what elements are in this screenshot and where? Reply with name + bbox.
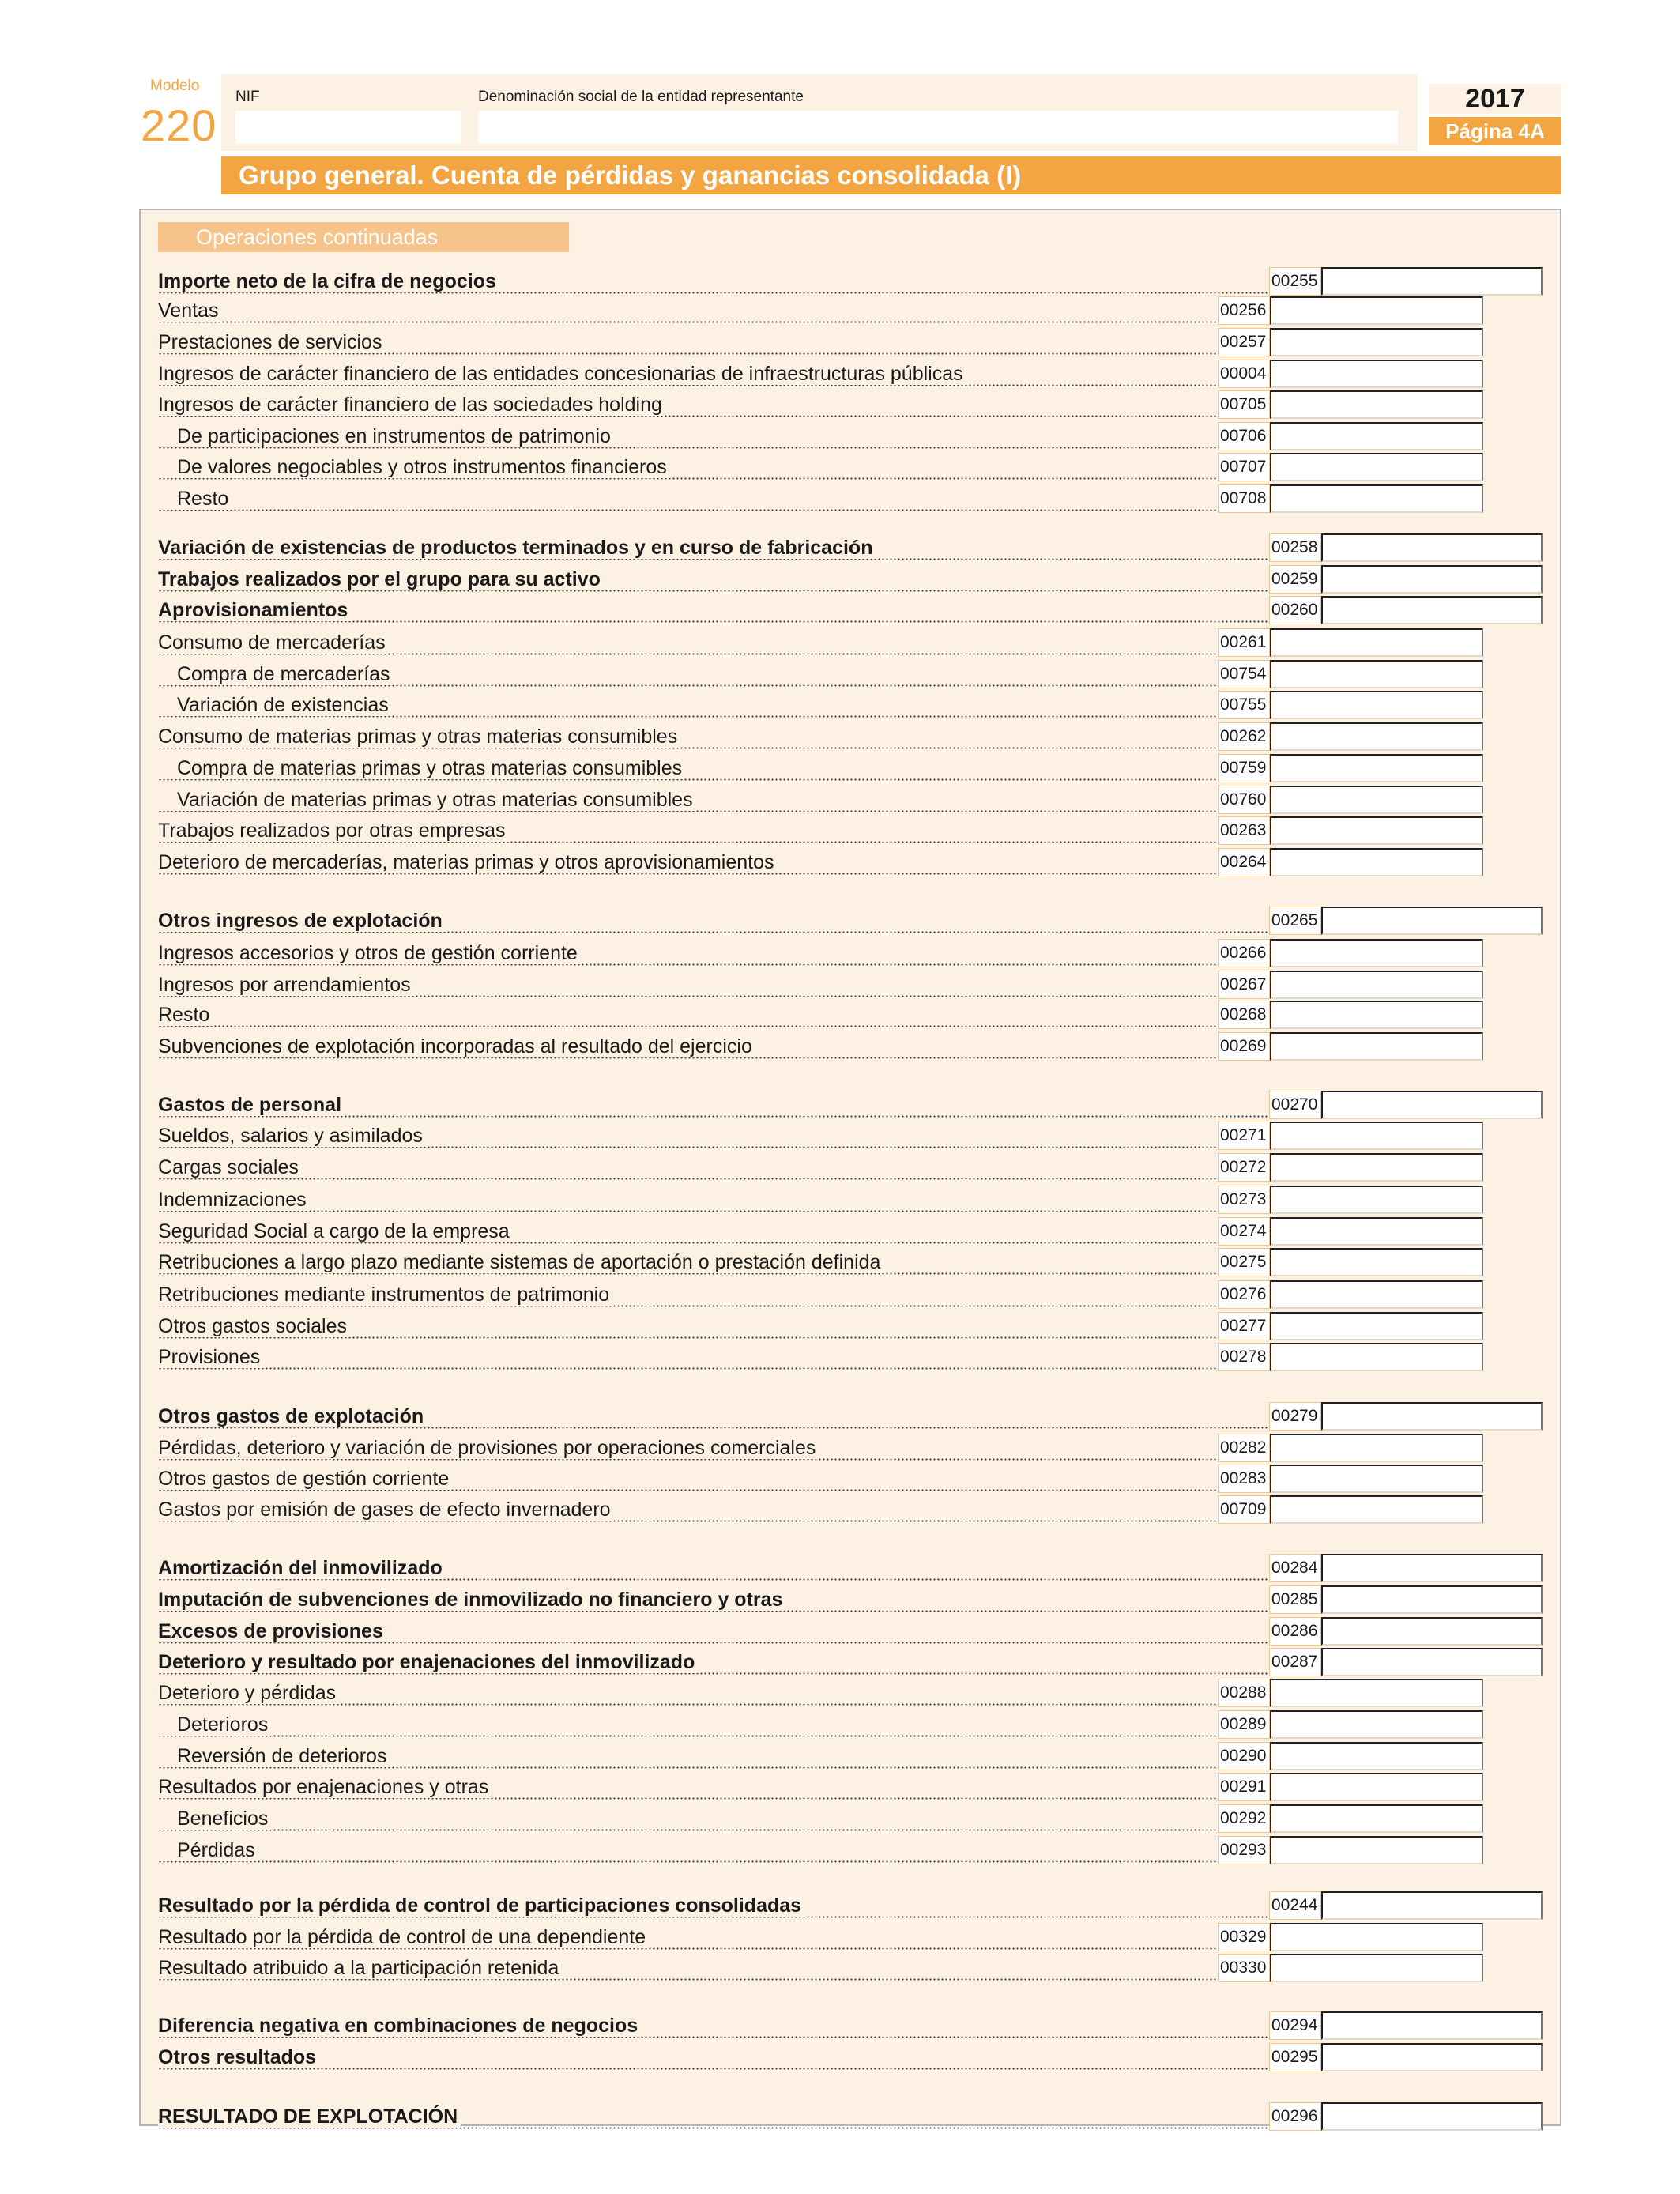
row-label-text: Otros ingresos de explotación [158,910,446,932]
amount-input[interactable] [1270,360,1483,388]
row-label [158,596,1268,624]
row-label [158,1217,1217,1246]
row-label [158,971,1217,999]
row-label-text: Otros resultados [158,2046,319,2068]
row-label-text: Deterioro de mercaderías, materias primas y otros aprovisionamientos [158,851,777,873]
amount-input[interactable] [1270,786,1483,814]
amount-input[interactable] [1270,939,1483,967]
amount-input[interactable] [1270,1280,1483,1309]
row-label [158,484,1217,513]
row-label [158,533,1268,562]
row-label-text: Reversión de deterioros [158,1745,390,1767]
row-label-text: Resto [158,1004,213,1026]
row-label [158,1312,1217,1340]
amount-input[interactable] [1270,1465,1483,1493]
row-code: 00754 [1218,660,1270,688]
row-code: 00288 [1218,1679,1270,1707]
amount-input[interactable] [1321,1617,1543,1646]
amount-input[interactable] [1270,1122,1483,1150]
amount-input[interactable] [1321,596,1543,624]
row-label [158,1617,1268,1646]
row-label-text: De valores negociables y otros instrumentos financieros [158,456,670,478]
row-code: 00289 [1218,1710,1270,1739]
amount-input[interactable] [1321,2102,1543,2131]
amount-input[interactable] [1270,848,1483,876]
row-code: 00276 [1218,1280,1270,1309]
row-code: 00272 [1218,1153,1270,1182]
row-label [158,1836,1217,1864]
amount-input[interactable] [1270,1248,1483,1276]
row-label-text: Beneficios [158,1808,271,1830]
row-code: 00293 [1218,1836,1270,1864]
amount-input[interactable] [1321,1648,1543,1676]
page-label: Página 4A [1429,117,1561,145]
row-label [158,390,1217,419]
row-code: 00268 [1218,1001,1270,1029]
row-code: 00258 [1269,533,1321,562]
row-label [158,1710,1217,1739]
row-label [158,754,1217,782]
row-label [158,722,1217,751]
amount-input[interactable] [1270,1742,1483,1770]
amount-input[interactable] [1270,484,1483,513]
row-label [158,848,1217,876]
row-label-text: Deterioros [158,1713,271,1736]
amount-input[interactable] [1270,1923,1483,1951]
row-code: 00285 [1269,1585,1321,1614]
row-label-text: Gastos por emisión de gases de efecto invernadero [158,1498,614,1521]
row-label [158,1248,1217,1276]
amount-input[interactable] [1270,628,1483,657]
amount-input[interactable] [1270,422,1483,450]
row-label [158,1122,1217,1150]
amount-input[interactable] [1270,1001,1483,1029]
row-label [158,328,1217,356]
amount-input[interactable] [1270,1186,1483,1214]
row-label-text: Otros gastos de gestión corriente [158,1468,452,1490]
amount-input[interactable] [1321,533,1543,562]
row-code: 00759 [1218,754,1270,782]
row-label [158,1186,1217,1214]
row-label-text: Resultado atribuido a la participación retenida [158,1957,562,1979]
amount-input[interactable] [1270,1773,1483,1801]
row-code: 00262 [1218,722,1270,751]
amount-input[interactable] [1321,565,1543,594]
row-label [158,2043,1268,2071]
row-label-text: Otros gastos de explotación [158,1405,427,1427]
row-code: 00278 [1218,1343,1270,1371]
row-code: 00273 [1218,1186,1270,1214]
row-code: 00279 [1269,1402,1321,1431]
row-code: 00291 [1218,1773,1270,1801]
row-label [158,1891,1268,1920]
nif-label: NIF [235,89,260,105]
row-label [158,1804,1217,1833]
modelo-number: 220 [141,100,217,150]
row-label-text: Variación de existencias de productos terminados y en curso de fabricación [158,537,876,559]
row-code: 00287 [1269,1648,1321,1676]
row-label [158,422,1217,450]
row-code: 00270 [1269,1091,1321,1119]
row-label [158,2011,1268,2040]
row-label [158,267,1268,296]
row-code: 00263 [1218,816,1270,845]
row-code: 00330 [1218,1954,1270,1982]
row-code: 00296 [1269,2102,1321,2131]
row-label [158,1954,1217,1982]
row-label-text: Variación de existencias [158,694,392,716]
row-code: 00706 [1218,422,1270,450]
amount-input[interactable] [1321,1091,1543,1119]
row-code: 00255 [1269,267,1321,296]
year-label: 2017 [1429,84,1561,114]
row-code: 00275 [1218,1248,1270,1276]
row-code: 00261 [1218,628,1270,657]
row-code: 00284 [1269,1554,1321,1582]
row-label-text: Seguridad Social a cargo de la empresa [158,1220,513,1242]
amount-input[interactable] [1270,1312,1483,1340]
row-label [158,1585,1268,1614]
row-code: 00264 [1218,848,1270,876]
row-label [158,1495,1217,1524]
amount-input[interactable] [1321,907,1543,935]
row-label-text: De participaciones en instrumentos de patrimonio [158,425,614,447]
amount-input[interactable] [1270,1343,1483,1371]
row-label [158,1402,1268,1431]
row-code: 00257 [1218,328,1270,356]
row-label [158,1465,1217,1493]
row-label [158,1343,1217,1371]
row-code: 00274 [1218,1217,1270,1246]
row-label-text: Prestaciones de servicios [158,331,385,353]
row-label-text: Excesos de provisiones [158,1620,386,1642]
row-code: 00267 [1218,971,1270,999]
row-code: 00244 [1269,1891,1321,1920]
row-label-text: Diferencia negativa en combinaciones de negocios [158,2015,641,2037]
amount-input[interactable] [1321,267,1543,296]
row-label-text: Trabajos realizados por el grupo para su activo [158,568,604,590]
row-label [158,1434,1217,1462]
row-label-text: Otros gastos sociales [158,1315,350,1337]
amount-input[interactable] [1270,1679,1483,1707]
row-code: 00760 [1218,786,1270,814]
row-label-text: Retribuciones a largo plazo mediante sistemas de aportación o prestación definida [158,1251,883,1273]
row-label-text: Resultado por la pérdida de control de una dependiente [158,1926,649,1948]
row-code: 00259 [1269,565,1321,594]
amount-input[interactable] [1270,1032,1483,1061]
row-label [158,1679,1217,1707]
row-code: 00277 [1218,1312,1270,1340]
row-code: 00290 [1218,1742,1270,1770]
row-label [158,1280,1217,1309]
row-code: 00282 [1218,1434,1270,1462]
amount-input[interactable] [1270,1710,1483,1739]
amount-input[interactable] [1321,1891,1543,1920]
row-label [158,1742,1217,1770]
amount-input[interactable] [1270,1804,1483,1833]
denominacion-input[interactable] [478,111,1398,144]
amount-input[interactable] [1270,390,1483,419]
row-label [158,939,1217,967]
row-label-text: Cargas sociales [158,1156,302,1178]
row-label [158,1001,1217,1029]
row-code: 00269 [1218,1032,1270,1061]
row-label [158,296,1217,325]
row-label [158,816,1217,845]
row-code: 00705 [1218,390,1270,419]
row-code: 00708 [1218,484,1270,513]
amount-input[interactable] [1270,296,1483,325]
row-label-text: Aprovisionamientos [158,599,351,621]
row-label-text: Deterioro y resultado por enajenaciones del inmovilizado [158,1651,698,1673]
row-label [158,1773,1217,1801]
nif-input[interactable] [235,111,461,144]
row-label-text: Ingresos de carácter financiero de las entidades concesionarias de infraestructuras públicas [158,363,966,385]
row-code: 00265 [1269,907,1321,935]
row-label [158,1923,1217,1951]
denominacion-label: Denominación social de la entidad representante [478,89,804,105]
amount-input[interactable] [1270,754,1483,782]
row-label-text: Consumo de mercaderías [158,631,389,654]
row-label-text: Retribuciones mediante instrumentos de patrimonio [158,1284,612,1306]
amount-input[interactable] [1270,1836,1483,1864]
row-label-text: Amortización del inmovilizado [158,1557,446,1579]
row-label-text: Subvenciones de explotación incorporadas al resultado del ejercicio [158,1035,755,1057]
amount-input[interactable] [1270,1217,1483,1246]
row-label-text: Indemnizaciones [158,1189,310,1211]
row-code: 00294 [1269,2011,1321,2040]
row-label-text: Resultados por enajenaciones y otras [158,1776,492,1798]
amount-input[interactable] [1270,1434,1483,1462]
row-code: 00283 [1218,1465,1270,1493]
row-label-text: Consumo de materias primas y otras materias consumibles [158,726,680,748]
row-code: 00004 [1218,360,1270,388]
amount-input[interactable] [1321,1402,1543,1431]
row-label-text: Compra de mercaderías [158,663,394,685]
page-title: Grupo general. Cuenta de pérdidas y ganancias consolidada (I) [221,156,1561,194]
amount-input[interactable] [1270,722,1483,751]
row-label-text: Provisiones [158,1346,263,1368]
amount-input[interactable] [1321,2011,1543,2040]
row-label [158,1032,1217,1061]
row-code: 00329 [1218,1923,1270,1951]
row-code: 00260 [1269,596,1321,624]
row-label [158,1091,1268,1119]
amount-input[interactable] [1321,1585,1543,1614]
row-label-text: Pérdidas [158,1839,258,1861]
row-label [158,1153,1217,1182]
row-label [158,565,1268,594]
amount-input[interactable] [1270,816,1483,845]
row-code: 00709 [1218,1495,1270,1524]
amount-input[interactable] [1270,453,1483,481]
row-code: 00256 [1218,296,1270,325]
row-label-text: Compra de materias primas y otras materias consumibles [158,757,685,779]
modelo-label: Modelo [150,77,200,94]
row-label-text: Ingresos accesorios y otros de gestión corriente [158,942,581,964]
row-label-text: Gastos de personal [158,1094,345,1116]
row-label-text: RESULTADO DE EXPLOTACIÓN [158,2105,461,2128]
row-label-text: Trabajos realizados por otras empresas [158,820,509,842]
row-label-text: Resultado por la pérdida de control de participaciones consolidadas [158,1894,804,1917]
row-label [158,660,1217,688]
row-label [158,360,1217,388]
row-code: 00286 [1269,1617,1321,1646]
amount-input[interactable] [1270,691,1483,719]
row-code: 00271 [1218,1122,1270,1150]
amount-input[interactable] [1270,971,1483,999]
row-label [158,691,1217,719]
amount-input[interactable] [1270,1153,1483,1182]
row-code: 00266 [1218,939,1270,967]
row-label-text: Importe neto de la cifra de negocios [158,270,499,292]
row-label [158,1648,1268,1676]
row-label-text: Ingresos de carácter financiero de las sociedades holding [158,394,665,416]
row-label [158,628,1217,657]
section-header: Operaciones continuadas [158,222,569,252]
row-label-text: Ingresos por arrendamientos [158,974,414,996]
row-label-text: Imputación de subvenciones de inmovilizado no financiero y otras [158,1589,785,1611]
row-code: 00707 [1218,453,1270,481]
row-label [158,2102,1268,2131]
row-label [158,786,1217,814]
row-label [158,453,1217,481]
amount-input[interactable] [1321,2043,1543,2071]
row-label-text: Variación de materias primas y otras materias consumibles [158,789,696,811]
row-label-text: Deterioro y pérdidas [158,1682,339,1704]
row-label [158,907,1268,935]
row-label-text: Sueldos, salarios y asimilados [158,1125,426,1147]
amount-input[interactable] [1270,660,1483,688]
amount-input[interactable] [1270,1495,1483,1524]
amount-input[interactable] [1270,328,1483,356]
amount-input[interactable] [1321,1554,1543,1582]
row-label [158,1554,1268,1582]
row-label-text: Pérdidas, deterioro y variación de provisiones por operaciones comerciales [158,1437,819,1459]
row-code: 00295 [1269,2043,1321,2071]
row-label-text: Resto [158,488,232,510]
row-label-text: Ventas [158,300,221,322]
amount-input[interactable] [1270,1954,1483,1982]
row-code: 00292 [1218,1804,1270,1833]
row-code: 00755 [1218,691,1270,719]
